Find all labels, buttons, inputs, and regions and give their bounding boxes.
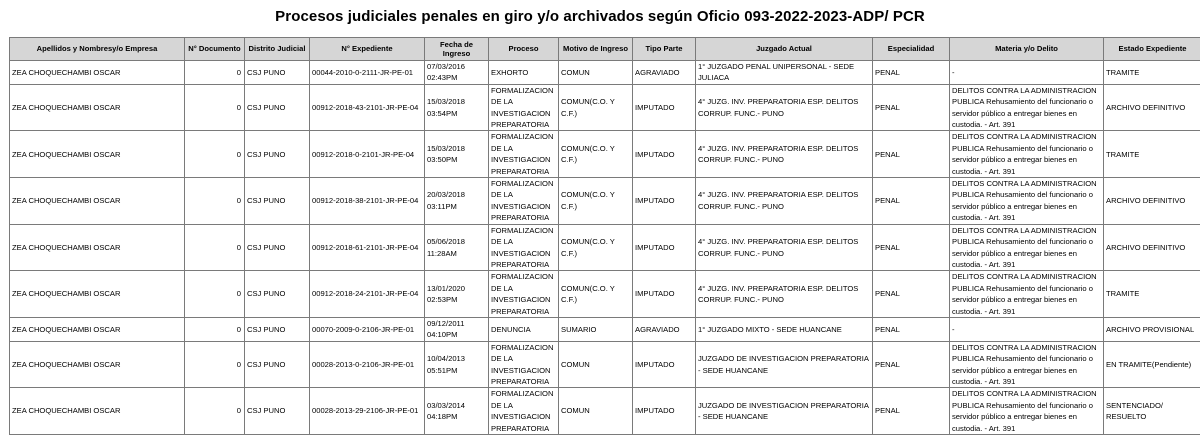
page-title: Procesos judiciales penales en giro y/o archivados según Oficio 093-2022-2023-ADP/ PCR — [275, 8, 925, 25]
table-row — [10, 178, 1200, 225]
cell-especialidad: PENAL — [873, 178, 950, 225]
cell-especialidad: PENAL — [873, 224, 950, 271]
header-apellidos: Apellidos y Nombresy/o Empresa — [10, 38, 185, 61]
cell-proceso: EXHORTO — [489, 61, 559, 85]
cell-proceso: FORMALIZACION DE LA INVESTIGACION PREPARATORIA — [489, 271, 559, 318]
cell-apellidos: ZEA CHOQUECHAMBI OSCAR — [10, 341, 185, 388]
cell-motivo: SUMARIO — [559, 317, 633, 341]
cell-especialidad: PENAL — [873, 388, 950, 435]
cell-especialidad: PENAL — [873, 131, 950, 178]
cell-proceso: FORMALIZACION DE LA INVESTIGACION PREPARATORIA — [489, 388, 559, 435]
cell-fecha: 15/03/2018 03:50PM — [425, 131, 489, 178]
cell-motivo: COMUN(C.O. Y C.F.) — [559, 224, 633, 271]
cell-fecha: 05/06/2018 11:28AM — [425, 224, 489, 271]
cell-tipo: IMPUTADO — [633, 178, 696, 225]
cell-apellidos: ZEA CHOQUECHAMBI OSCAR — [10, 61, 185, 85]
cell-tipo: IMPUTADO — [633, 84, 696, 131]
cell-fecha: 20/03/2018 03:11PM — [425, 178, 489, 225]
cell-expediente: 00070-2009-0-2106-JR-PE-01 — [310, 317, 425, 341]
header-juzgado: Juzgado Actual — [696, 38, 873, 61]
cell-juzgado: 1° JUZGADO PENAL UNIPERSONAL - SEDE JULIACA — [696, 61, 873, 85]
table-row — [10, 84, 1200, 131]
header-motivo: Motivo de Ingreso — [559, 38, 633, 61]
cell-documento: 0 — [185, 224, 245, 271]
cell-juzgado: 4° JUZG. INV. PREPARATORIA ESP. DELITOS CORRUP. FUNC.- PUNO — [696, 224, 873, 271]
cell-juzgado: JUZGADO DE INVESTIGACION PREPARATORIA - SEDE HUANCANE — [696, 388, 873, 435]
cell-juzgado: 4° JUZG. INV. PREPARATORIA ESP. DELITOS CORRUP. FUNC.- PUNO — [696, 271, 873, 318]
cell-fecha: 03/03/2014 04:18PM — [425, 388, 489, 435]
cell-apellidos: ZEA CHOQUECHAMBI OSCAR — [10, 271, 185, 318]
cell-tipo: IMPUTADO — [633, 131, 696, 178]
cell-motivo: COMUN(C.O. Y C.F.) — [559, 84, 633, 131]
table-row — [10, 224, 1200, 271]
cell-motivo: COMUN — [559, 341, 633, 388]
cell-estado: ARCHIVO PROVISIONAL — [1104, 317, 1200, 341]
cell-expediente: 00028-2013-0-2106-JR-PE-01 — [310, 341, 425, 388]
cell-expediente: 00912-2018-61-2101-JR-PE-04 — [310, 224, 425, 271]
cell-materia: DELITOS CONTRA LA ADMINISTRACION PUBLICA Rehusamiento del funcionario o servidor público a entregar bienes en custodia. - Art. 391 — [950, 178, 1104, 225]
cell-distrito: CSJ PUNO — [245, 271, 310, 318]
cell-fecha: 10/04/2013 05:51PM — [425, 341, 489, 388]
cell-estado: ARCHIVO DEFINITIVO — [1104, 178, 1200, 225]
cell-distrito: CSJ PUNO — [245, 131, 310, 178]
cell-apellidos: ZEA CHOQUECHAMBI OSCAR — [10, 178, 185, 225]
cell-distrito: CSJ PUNO — [245, 388, 310, 435]
cell-juzgado: 4° JUZG. INV. PREPARATORIA ESP. DELITOS CORRUP. FUNC.- PUNO — [696, 84, 873, 131]
cell-estado: SENTENCIADO/ RESUELTO — [1104, 388, 1200, 435]
cell-distrito: CSJ PUNO — [245, 317, 310, 341]
cell-distrito: CSJ PUNO — [245, 61, 310, 85]
cell-estado: ARCHIVO DEFINITIVO — [1104, 84, 1200, 131]
cell-fecha: 09/12/2011 04:10PM — [425, 317, 489, 341]
cell-documento: 0 — [185, 388, 245, 435]
cell-expediente: 00028-2013-29-2106-JR-PE-01 — [310, 388, 425, 435]
cell-fecha: 07/03/2016 02:43PM — [425, 61, 489, 85]
cell-juzgado: JUZGADO DE INVESTIGACION PREPARATORIA - SEDE HUANCANE — [696, 341, 873, 388]
table-row — [10, 317, 1200, 341]
cell-tipo: IMPUTADO — [633, 271, 696, 318]
cell-expediente: 00912-2018-43-2101-JR-PE-04 — [310, 84, 425, 131]
header-documento: N° Documento — [185, 38, 245, 61]
cell-documento: 0 — [185, 178, 245, 225]
cell-documento: 0 — [185, 271, 245, 318]
table-row — [10, 131, 1200, 178]
cell-expediente: 00912-2018-24-2101-JR-PE-04 — [310, 271, 425, 318]
cell-documento: 0 — [185, 61, 245, 85]
cell-materia: DELITOS CONTRA LA ADMINISTRACION PUBLICA Rehusamiento del funcionario o servidor público a entregar bienes en custodia. - Art. 391 — [950, 341, 1104, 388]
header-tipo: Tipo Parte — [633, 38, 696, 61]
cell-materia: - — [950, 61, 1104, 85]
table-header-row — [10, 38, 1200, 61]
cell-estado: TRAMITE — [1104, 61, 1200, 85]
cell-juzgado: 4° JUZG. INV. PREPARATORIA ESP. DELITOS CORRUP. FUNC.- PUNO — [696, 178, 873, 225]
cell-fecha: 13/01/2020 02:53PM — [425, 271, 489, 318]
header-distrito: Distrito Judicial — [245, 38, 310, 61]
cell-juzgado: 1° JUZGADO MIXTO - SEDE HUANCANE — [696, 317, 873, 341]
cell-materia: - — [950, 317, 1104, 341]
cell-expediente: 00912-2018-0-2101-JR-PE-04 — [310, 131, 425, 178]
cell-documento: 0 — [185, 317, 245, 341]
cell-distrito: CSJ PUNO — [245, 84, 310, 131]
cell-tipo: AGRAVIADO — [633, 317, 696, 341]
table-row — [10, 61, 1200, 85]
cell-materia: DELITOS CONTRA LA ADMINISTRACION PUBLICA Rehusamiento del funcionario o servidor público a entregar bienes en custodia. - Art. 391 — [950, 388, 1104, 435]
cell-tipo: IMPUTADO — [633, 341, 696, 388]
header-proceso: Proceso — [489, 38, 559, 61]
cell-documento: 0 — [185, 131, 245, 178]
cell-expediente: 00044-2010-0-2111-JR-PE-01 — [310, 61, 425, 85]
cell-estado: TRAMITE — [1104, 131, 1200, 178]
cell-especialidad: PENAL — [873, 341, 950, 388]
cell-materia: DELITOS CONTRA LA ADMINISTRACION PUBLICA Rehusamiento del funcionario o servidor público a entregar bienes en custodia. - Art. 391 — [950, 84, 1104, 131]
cell-proceso: FORMALIZACION DE LA INVESTIGACION PREPARATORIA — [489, 224, 559, 271]
cell-motivo: COMUN — [559, 388, 633, 435]
table-row — [10, 271, 1200, 318]
table-row — [10, 388, 1200, 435]
cell-documento: 0 — [185, 84, 245, 131]
cell-apellidos: ZEA CHOQUECHAMBI OSCAR — [10, 317, 185, 341]
cell-materia: DELITOS CONTRA LA ADMINISTRACION PUBLICA Rehusamiento del funcionario o servidor público a entregar bienes en custodia. - Art. 391 — [950, 131, 1104, 178]
cell-especialidad: PENAL — [873, 61, 950, 85]
processes-table — [9, 37, 1200, 435]
cell-tipo: IMPUTADO — [633, 224, 696, 271]
cell-apellidos: ZEA CHOQUECHAMBI OSCAR — [10, 84, 185, 131]
cell-apellidos: ZEA CHOQUECHAMBI OSCAR — [10, 224, 185, 271]
cell-distrito: CSJ PUNO — [245, 178, 310, 225]
cell-proceso: DENUNCIA — [489, 317, 559, 341]
cell-apellidos: ZEA CHOQUECHAMBI OSCAR — [10, 131, 185, 178]
cell-juzgado: 4° JUZG. INV. PREPARATORIA ESP. DELITOS CORRUP. FUNC.- PUNO — [696, 131, 873, 178]
cell-materia: DELITOS CONTRA LA ADMINISTRACION PUBLICA Rehusamiento del funcionario o servidor público a entregar bienes en custodia. - Art. 391 — [950, 271, 1104, 318]
cell-motivo: COMUN(C.O. Y C.F.) — [559, 178, 633, 225]
cell-estado: EN TRAMITE(Pendiente) — [1104, 341, 1200, 388]
cell-tipo: AGRAVIADO — [633, 61, 696, 85]
cell-estado: ARCHIVO DEFINITIVO — [1104, 224, 1200, 271]
cell-estado: TRAMITE — [1104, 271, 1200, 318]
cell-motivo: COMUN(C.O. Y C.F.) — [559, 131, 633, 178]
cell-distrito: CSJ PUNO — [245, 224, 310, 271]
cell-especialidad: PENAL — [873, 317, 950, 341]
cell-fecha: 15/03/2018 03:54PM — [425, 84, 489, 131]
cell-especialidad: PENAL — [873, 271, 950, 318]
header-materia: Materia y/o Delito — [950, 38, 1104, 61]
header-especialidad: Especialidad — [873, 38, 950, 61]
cell-motivo: COMUN — [559, 61, 633, 85]
cell-especialidad: PENAL — [873, 84, 950, 131]
cell-materia: DELITOS CONTRA LA ADMINISTRACION PUBLICA Rehusamiento del funcionario o servidor público a entregar bienes en custodia. - Art. 391 — [950, 224, 1104, 271]
cell-documento: 0 — [185, 341, 245, 388]
cell-motivo: COMUN(C.O. Y C.F.) — [559, 271, 633, 318]
cell-proceso: FORMALIZACION DE LA INVESTIGACION PREPARATORIA — [489, 178, 559, 225]
table-row — [10, 341, 1200, 388]
cell-proceso: FORMALIZACION DE LA INVESTIGACION PREPARATORIA — [489, 341, 559, 388]
cell-proceso: FORMALIZACION DE LA INVESTIGACION PREPARATORIA — [489, 84, 559, 131]
cell-tipo: IMPUTADO — [633, 388, 696, 435]
header-estado: Estado Expediente — [1104, 38, 1200, 61]
cell-distrito: CSJ PUNO — [245, 341, 310, 388]
cell-proceso: FORMALIZACION DE LA INVESTIGACION PREPARATORIA — [489, 131, 559, 178]
cell-expediente: 00912-2018-38-2101-JR-PE-04 — [310, 178, 425, 225]
header-fecha: Fecha de Ingreso — [425, 38, 489, 61]
cell-apellidos: ZEA CHOQUECHAMBI OSCAR — [10, 388, 185, 435]
header-expediente: N° Expediente — [310, 38, 425, 61]
